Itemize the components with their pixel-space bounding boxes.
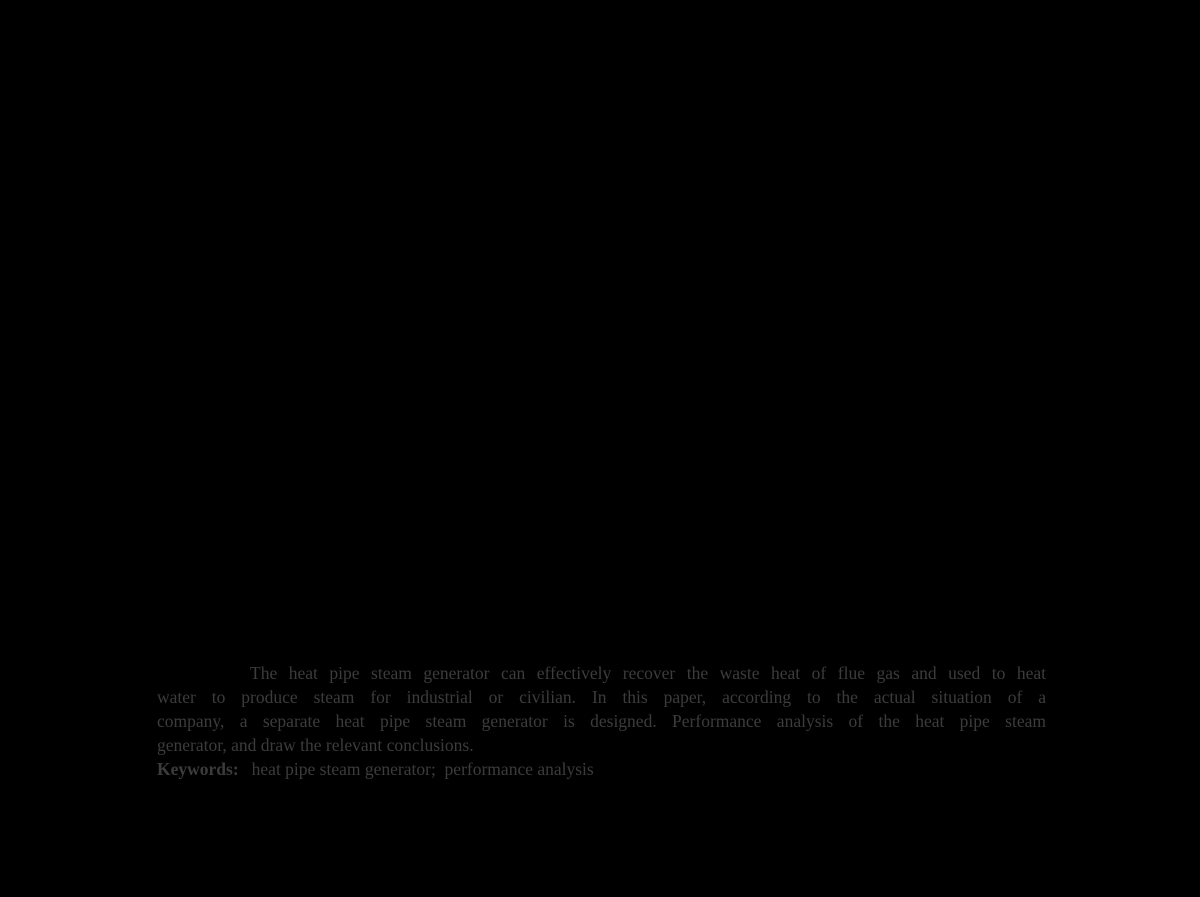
abstract-line-3: company, a separate heat pipe steam generator is designed. Performance analysis of the heat pipe steam bbox=[157, 711, 1046, 731]
keywords-label: Keywords: bbox=[157, 759, 239, 779]
keywords-line bbox=[157, 757, 1046, 781]
keywords-value: heat pipe steam generator; performance analysis bbox=[251, 759, 594, 779]
abstract-line-1: The heat pipe steam generator can effectively recover the waste heat of flue gas and used to heat bbox=[250, 663, 1046, 683]
abstract-line-2: water to produce steam for industrial or civilian. In this paper, according to the actual situation of a bbox=[157, 687, 1046, 707]
abstract-text-block bbox=[157, 661, 1046, 781]
abstract-line-4: generator, and draw the relevant conclusions. bbox=[157, 735, 474, 755]
